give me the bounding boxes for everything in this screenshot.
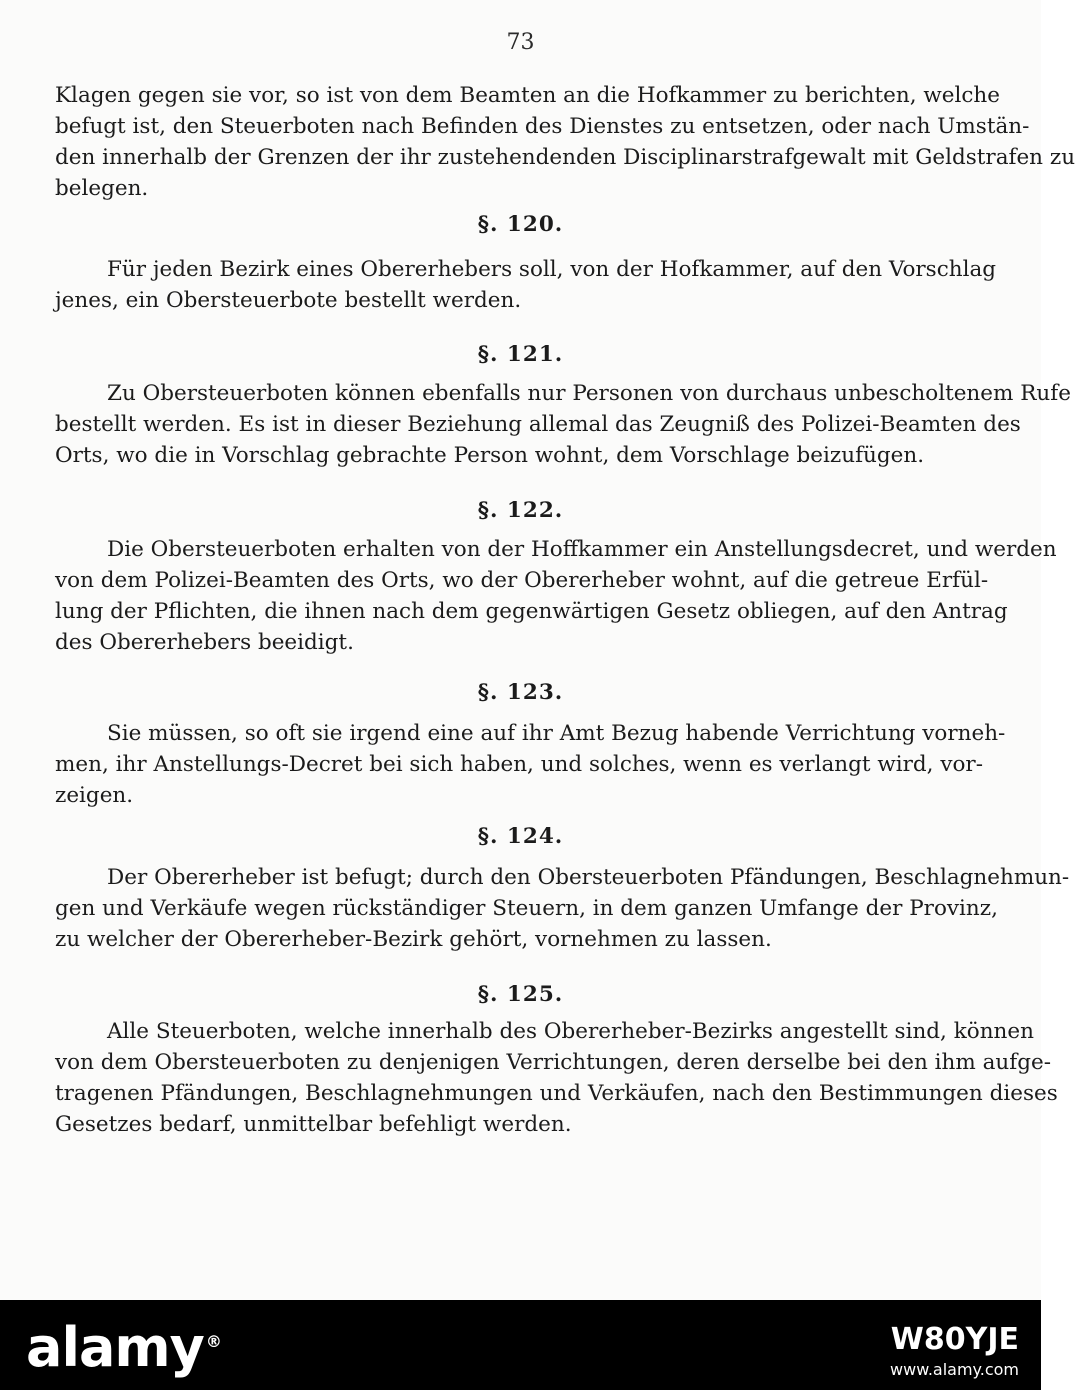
text-line: Sie müssen, so oft sie irgend eine auf ihr Amt Bezug habende Verrichtung vorneh- [107,721,1006,746]
text-line: befugt ist, den Steuerboten nach Befinden des Dienstes zu entsetzen, oder nach Umstän- [55,114,1030,139]
text-line: zu welcher der Obererheber-Bezirk gehört, vornehmen zu lassen. [55,927,772,952]
page-number: 73 [506,30,535,55]
text-line: gen und Verkäufe wegen rückständiger Steuern, in dem ganzen Umfange der Provinz, [55,896,998,921]
text-line: lung der Pflichten, die ihnen nach dem gegenwärtigen Gesetz obliegen, auf den Antrag [55,599,1008,624]
text-line: Für jeden Bezirk eines Obererhebers soll, von der Hofkammer, auf den Vorschlag [107,257,997,282]
section-125-paragraph [55,1016,1058,1140]
section-120-paragraph [55,254,997,316]
image-url: www.alamy.com [890,1360,1019,1379]
section-heading-123: §. 123. [477,680,564,705]
text-line: belegen. [55,176,149,201]
text-line: Gesetzes bedarf, unmittelbar befehligt werden. [55,1112,572,1137]
section-124-paragraph [55,862,1070,955]
section-122-paragraph [55,534,1057,658]
logo-wordmark: alamy [26,1316,204,1379]
alamy-logo: alamy ® [26,1316,221,1379]
section-123-paragraph [55,718,1006,811]
text-line: men, ihr Anstellungs-Decret bei sich haben, und solches, wenn es verlangt wird, vor- [55,752,983,777]
text-line: von dem Obersteuerboten zu denjenigen Verrichtungen, deren derselbe bei den ihm aufge- [55,1050,1051,1075]
section-heading-124: §. 124. [477,824,564,849]
text-line: zeigen. [55,783,134,808]
section-heading-121: §. 121. [477,342,564,367]
text-line: bestellt werden. Es ist in dieser Beziehung allemal das Zeugniß des Polizei-Beamten des [55,412,1021,437]
section-121-paragraph [55,378,1071,471]
text-line: des Obererhebers beeidigt. [55,630,354,655]
text-line: jenes, ein Obersteuerbote bestellt werden. [55,288,522,313]
text-line: den innerhalb der Grenzen der ihr zustehendenden Disciplinarstrafgewalt mit Geldstrafen zu [55,145,1075,170]
text-line: Alle Steuerboten, welche innerhalb des Obererheber-Bezirks angestellt sind, können [107,1019,1034,1044]
text-line: Die Obersteuerboten erhalten von der Hoffkammer ein Anstellungsdecret, und werden [107,537,1057,562]
image-id: W80YJE [890,1322,1019,1357]
section-heading-122: §. 122. [477,498,564,523]
text-line: Zu Obersteuerboten können ebenfalls nur Personen von durchaus unbescholtenem Rufe [107,381,1071,406]
text-line: tragenen Pfändungen, Beschlagnehmungen und Verkäufen, nach den Bestimmungen dieses [55,1081,1058,1106]
section-heading-120: §. 120. [477,212,564,237]
intro-paragraph [55,80,1075,204]
text-line: von dem Polizei-Beamten des Orts, wo der Obererheber wohnt, auf die getreue Erfül- [55,568,989,593]
text-line: Orts, wo die in Vorschlag gebrachte Person wohnt, dem Vorschlage beizufügen. [55,443,925,468]
text-line: Der Obererheber ist befugt; durch den Obersteuerboten Pfändungen, Beschlagnehmun- [107,865,1070,890]
section-heading-125: §. 125. [477,982,564,1007]
text-line: Klagen gegen sie vor, so ist von dem Beamten an die Hofkammer zu berichten, welche [55,83,1001,108]
